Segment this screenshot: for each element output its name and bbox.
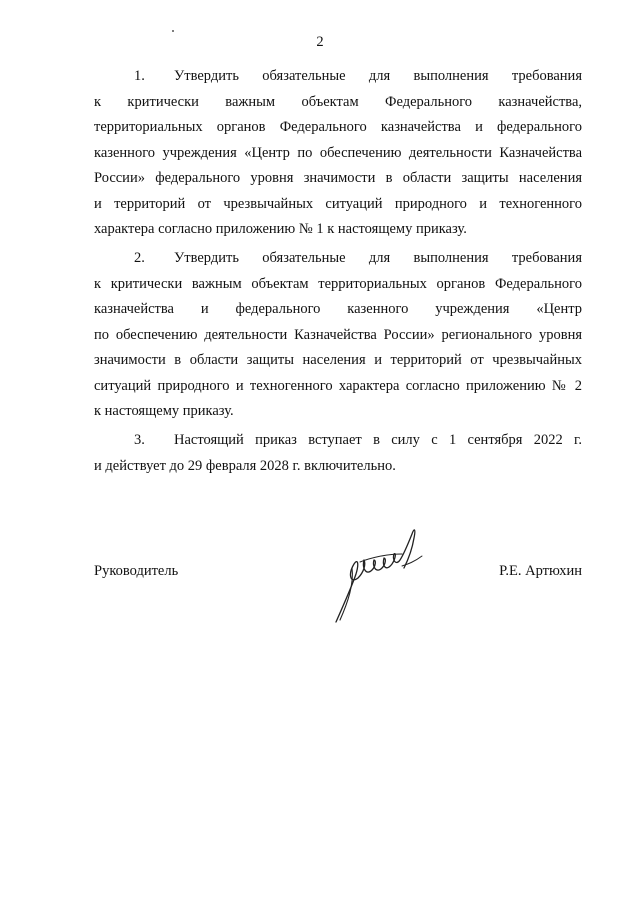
paragraph-2-line-6: ситуаций природного и техногенного характера согласно приложению № 2 — [94, 377, 582, 394]
paragraph-2-line-1: 2. Утвердить обязательные для выполнения требования — [94, 246, 582, 272]
paragraph-1 — [94, 64, 582, 243]
paragraph-2-line-7: к настоящему приказу. — [94, 403, 234, 419]
signer-title: Руководитель — [94, 563, 179, 579]
paragraph-3 — [94, 428, 582, 479]
paragraph-2-line-3: казначейства и федерального казенного учреждения «Центр — [94, 301, 582, 317]
handwritten-signature — [330, 524, 430, 624]
paragraph-3-number: 3. — [134, 432, 145, 448]
paragraph-2-line-2: к критически важным объектам территориальных органов Федерального — [94, 275, 582, 292]
paragraph-1-line-2: к критически важным объектам Федерального казначейства, — [94, 93, 582, 110]
paragraph-3-line-1: 3. Настоящий приказ вступает в силу с 1 сентября 2022 г. — [94, 428, 582, 454]
signer-name: Р.Е. Артюхин — [499, 563, 582, 579]
paragraph-1-number: 1. — [134, 68, 145, 84]
paragraph-1-line-1: 1. Утвердить обязательные для выполнения требования — [94, 64, 582, 90]
paragraph-1-line-5: России» федерального уровня значимости в области защиты населения — [94, 170, 582, 186]
paragraph-2-number: 2. — [134, 250, 145, 266]
paragraph-2 — [94, 246, 582, 425]
paragraph-2-line-4: по обеспечению деятельности Казначейства России» регионального уровня — [94, 326, 582, 343]
scan-speck — [172, 30, 174, 32]
paragraph-3-line-2: и действует до 29 февраля 2028 г. включительно. — [94, 457, 396, 474]
paragraph-1-line-3: территориальных органов Федерального казначейства и федерального — [94, 119, 582, 135]
paragraph-1-line-6: и территорий от чрезвычайных ситуаций природного и техногенного — [94, 195, 582, 212]
paragraph-1-line-4: казенного учреждения «Центр по обеспечению деятельности Казначейства — [94, 144, 582, 161]
page-number: 2 — [316, 34, 324, 50]
paragraph-2-line-5: значимости в области защиты населения и территорий от чрезвычайных — [94, 352, 582, 368]
paragraph-1-line-7: характера согласно приложению № 1 к настоящему приказу. — [94, 221, 467, 237]
